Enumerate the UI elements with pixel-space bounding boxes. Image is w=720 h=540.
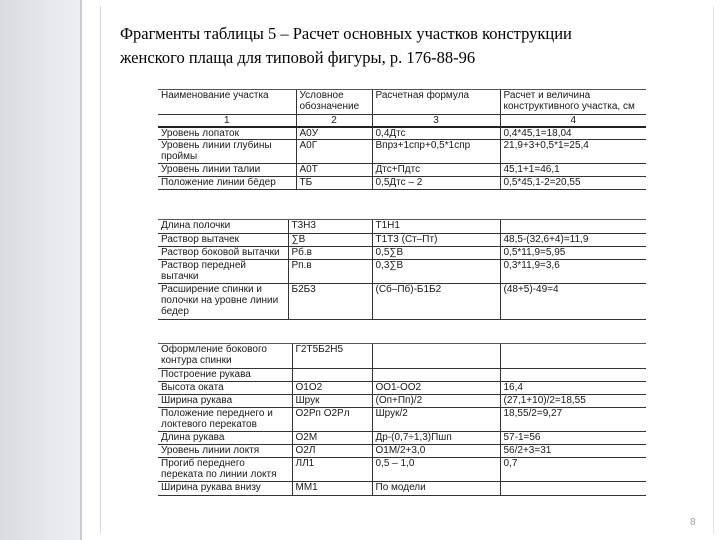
cell: Ширина рукава внизу [158, 481, 292, 495]
cell: 0,7 [500, 457, 646, 481]
cell: Дтс+Пдтс [372, 164, 500, 177]
header-cell: Наименование участка [158, 90, 296, 114]
cell: Рб.в [288, 246, 372, 259]
page-number: 8 [690, 517, 696, 528]
table-row [158, 220, 646, 233]
cell: (48+5)-49=4 [500, 283, 646, 319]
cell: Шрук/2 [372, 407, 500, 431]
cell: О2М [292, 431, 372, 444]
cell: О2Рп О2Рл [292, 407, 372, 431]
cell: 0,3∑В [372, 259, 500, 283]
cell: 0,5 – 1,0 [372, 457, 500, 481]
cell: Др-(0,7÷1,3)Пшп [372, 431, 500, 444]
cell: Раствор вытачек [158, 233, 288, 246]
table-fragment-3 [158, 344, 646, 496]
cell: Г2Т5Б2Н5 [292, 344, 372, 368]
cell: 0,4*45,1=18,04 [500, 127, 646, 140]
cell: ММ1 [292, 481, 372, 495]
cell: 0,5∑В [372, 246, 500, 259]
cell: 48,5-(32,6+4)=11,9 [500, 233, 646, 246]
left-decorative-band [0, 0, 82, 540]
cell: ∑В [288, 233, 372, 246]
cell: Уровень линии локтя [158, 444, 292, 457]
cell [500, 481, 646, 495]
table-row [158, 368, 646, 381]
cell: Длина полочки [158, 220, 288, 233]
table-row [158, 283, 646, 319]
cell: Шрук [292, 394, 372, 407]
cell: По модели [372, 481, 500, 495]
cell: О1М/2+3,0 [372, 444, 500, 457]
table-row [158, 431, 646, 444]
table-fragment-2 [158, 220, 646, 320]
cell: Длина рукава [158, 431, 292, 444]
cell: 18,55/2=9,27 [500, 407, 646, 431]
column-number: 4 [500, 114, 646, 127]
cell: ТБ [296, 177, 372, 190]
header-cell: Расчетная формула [372, 90, 500, 114]
table-row [158, 394, 646, 407]
cell: 0,3*11,9=3,6 [500, 259, 646, 283]
cell: 16,4 [500, 381, 646, 394]
title-line-2: женского плаща для типовой фигуры, р. 176-88-96 [120, 48, 476, 67]
cell: Высота оката [158, 381, 292, 394]
cell: А0Г [296, 140, 372, 164]
column-number-row [158, 114, 646, 127]
cell: А0Т [296, 164, 372, 177]
cell: 57-1=56 [500, 431, 646, 444]
cell [372, 368, 500, 381]
cell: Расширение спинки и полочки на уровне линии бедер [158, 283, 288, 319]
cell: О2Л [292, 444, 372, 457]
title-line-1: Фрагменты таблицы 5 – Расчет основных участков конструкции [120, 24, 572, 43]
cell [292, 368, 372, 381]
cell: Т1Н1 [372, 220, 500, 233]
cell: (Сб–Пб)-Б1Б2 [372, 283, 500, 319]
cell: Положение линии бёдер [158, 177, 296, 190]
cell [500, 344, 646, 368]
cell: Раствор боковой вытачки [158, 246, 288, 259]
table-row [158, 444, 646, 457]
table-header-row [158, 90, 646, 114]
table-row [158, 233, 646, 246]
table-row [158, 164, 646, 177]
cell: Б2Б3 [288, 283, 372, 319]
cell [500, 368, 646, 381]
cell: 45,1+1=46,1 [500, 164, 646, 177]
table-row [158, 177, 646, 190]
table-row [158, 127, 646, 140]
cell: Ширина рукава [158, 394, 292, 407]
table-row [158, 344, 646, 368]
column-number: 1 [158, 114, 296, 127]
cell: 0,5*45,1-2=20,55 [500, 177, 646, 190]
cell: 56/2+3=31 [500, 444, 646, 457]
cell: ЛЛ1 [292, 457, 372, 481]
header-cell: Расчет и величина конструктивного участка, см [500, 90, 646, 114]
cell [372, 344, 500, 368]
cell: Построение рукава [158, 368, 292, 381]
cell: Прогиб переднего переката по линии локтя [158, 457, 292, 481]
cell: 0,5*11,9=5,95 [500, 246, 646, 259]
cell: (Оп+Пп)/2 [372, 394, 500, 407]
table-row [158, 140, 646, 164]
table-row [158, 246, 646, 259]
cell: О1О2 [292, 381, 372, 394]
table-fragment-1 [158, 90, 646, 190]
cell: Т3Н3 [288, 220, 372, 233]
document-title [120, 22, 680, 70]
cell: 21,9+3+0,5*1=25,4 [500, 140, 646, 164]
cell: А0У [296, 127, 372, 140]
table-row [158, 381, 646, 394]
column-number: 2 [296, 114, 372, 127]
cell: Положение переднего и локтевого перекатов [158, 407, 292, 431]
column-number: 3 [372, 114, 500, 127]
cell: Рп.в [288, 259, 372, 283]
cell: Уровень линии глубины проймы [158, 140, 296, 164]
cell: Раствор передней вытачки [158, 259, 288, 283]
cell: Уровень лопаток [158, 127, 296, 140]
cell: Уровень линии талии [158, 164, 296, 177]
cell [500, 220, 646, 233]
cell: Впрз+1спр+0,5*1спр [372, 140, 500, 164]
cell: ОО1-ОО2 [372, 381, 500, 394]
table-row [158, 481, 646, 495]
header-cell: Условное обозначение [296, 90, 372, 114]
cell: Т1Т3 (Ст–Пт) [372, 233, 500, 246]
table-row [158, 457, 646, 481]
cell: Оформление бокового контура спинки [158, 344, 292, 368]
cell: 0,4Дтс [372, 127, 500, 140]
cell: 0,5Дтс – 2 [372, 177, 500, 190]
cell: (27,1+10)/2=18,55 [500, 394, 646, 407]
table-row [158, 259, 646, 283]
table-row [158, 407, 646, 431]
